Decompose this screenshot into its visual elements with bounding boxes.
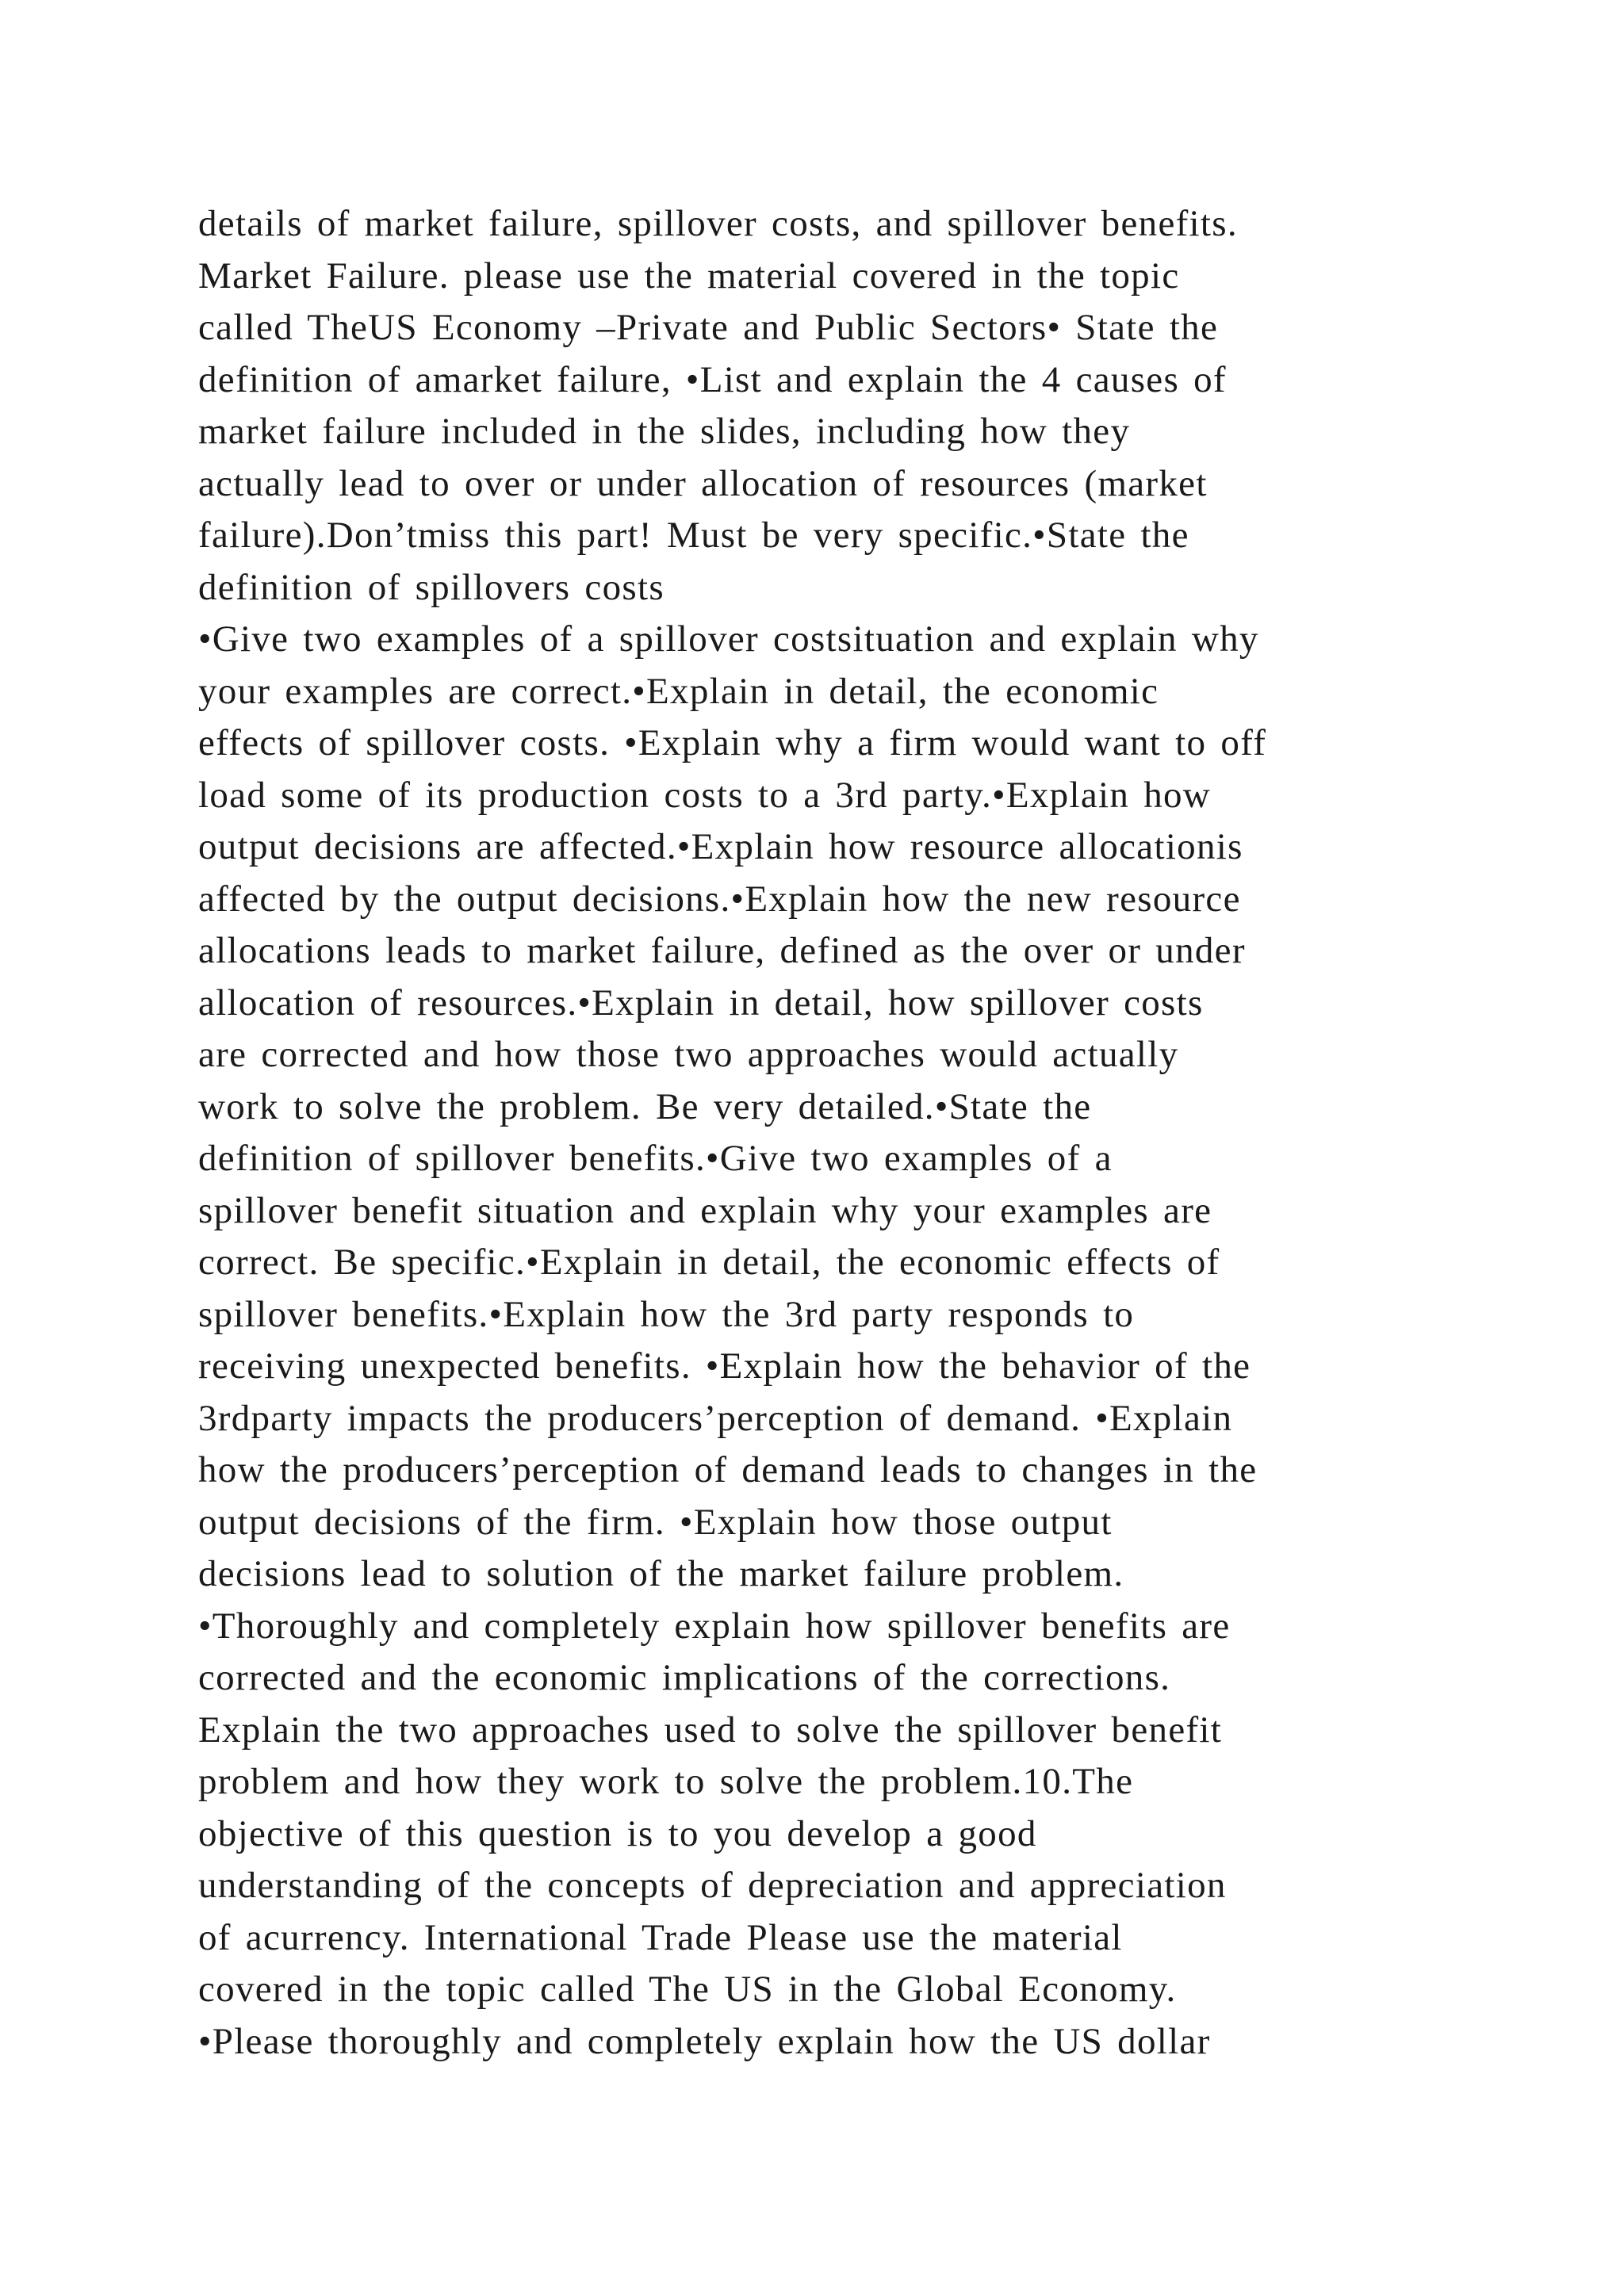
text-line: problem and how they work to solve the problem.10.The	[198, 1761, 1134, 1802]
text-line: spillover benefit situation and explain why your examples are	[198, 1189, 1212, 1231]
text-line: called TheUS Economy –Private and Public Sectors• State the	[198, 307, 1219, 348]
text-line: actually lead to over or under allocation of resources (market	[198, 462, 1208, 504]
text-line: definition of spillovers costs	[198, 566, 665, 608]
text-line: output decisions are affected.•Explain how resource allocationis	[198, 826, 1243, 867]
text-line: definition of amarket failure, •List and explain the 4 causes of	[198, 358, 1227, 400]
text-line: of acurrency. International Trade Please use the material	[198, 1916, 1123, 1958]
text-line: Explain the two approaches used to solve the spillover benefit	[198, 1709, 1223, 1751]
text-line: •Give two examples of a spillover costsituation and explain why	[198, 618, 1259, 660]
text-line: •Please thoroughly and completely explain how the US dollar	[198, 2020, 1211, 2062]
text-line: allocation of resources.•Explain in detail, how spillover costs	[198, 982, 1204, 1024]
text-line: how the producers’perception of demand leads to changes in the	[198, 1449, 1258, 1490]
text-line: failure).Don’tmiss this part! Must be very specific.•State the	[198, 515, 1189, 556]
text-line: details of market failure, spillover costs, and spillover benefits.	[198, 203, 1238, 244]
text-line: covered in the topic called The US in the Global Economy.	[198, 1969, 1177, 2010]
text-line: output decisions of the firm. •Explain how those output	[198, 1501, 1113, 1543]
text-line: work to solve the problem. Be very detailed.•State the	[198, 1085, 1092, 1127]
text-line: affected by the output decisions.•Explain how the new resource	[198, 878, 1241, 920]
text-line: correct. Be specific.•Explain in detail, the economic effects of	[198, 1242, 1220, 1283]
text-line: objective of this question is to you develop a good	[198, 1812, 1037, 1854]
text-line: Market Failure. please use the material covered in the topic	[198, 254, 1180, 297]
text-line: load some of its production costs to a 3rd party.•Explain how	[198, 774, 1212, 816]
text-line: market failure included in the slides, including how they	[198, 411, 1131, 452]
text-line: corrected and the economic implications of the corrections.	[198, 1657, 1171, 1698]
body-text	[198, 198, 1499, 2068]
text-line: decisions lead to solution of the market failure problem.	[198, 1553, 1124, 1594]
text-line: understanding of the concepts of depreciation and appreciation	[198, 1865, 1227, 1906]
text-line: 3rdparty impacts the producers’perception of demand. •Explain	[198, 1397, 1233, 1439]
text-line: definition of spillover benefits.•Give two examples of a	[198, 1138, 1113, 1179]
text-line: are corrected and how those two approaches would actually	[198, 1034, 1179, 1075]
text-line: receiving unexpected benefits. •Explain how the behavior of the	[198, 1345, 1251, 1387]
text-line: allocations leads to market failure, defined as the over or under	[198, 930, 1246, 971]
text-line: your examples are correct.•Explain in detail, the economic	[198, 670, 1159, 712]
text-line: spillover benefits.•Explain how the 3rd party responds to	[198, 1293, 1135, 1335]
text-line: effects of spillover costs. •Explain why a firm would want to off	[198, 722, 1267, 763]
text-line: •Thoroughly and completely explain how spillover benefits are	[198, 1605, 1231, 1647]
